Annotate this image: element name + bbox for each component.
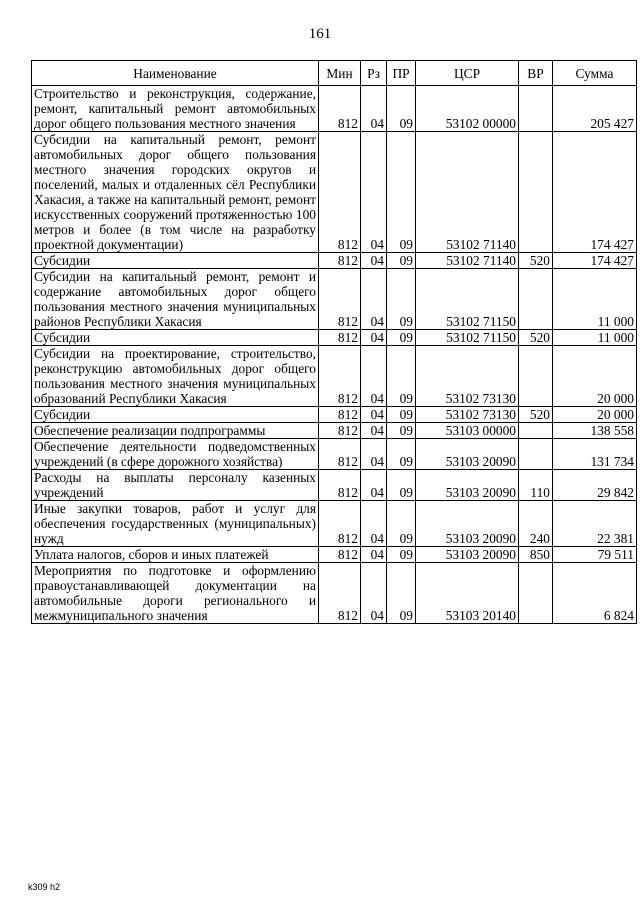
- header-sum: Сумма: [553, 61, 637, 86]
- table-row: [32, 346, 637, 407]
- row-sum: 22 381: [553, 501, 637, 547]
- row-min: 812: [319, 253, 361, 269]
- row-sum: 11 000: [553, 269, 637, 330]
- header-min: Мин: [319, 61, 361, 86]
- row-name: Субсидии: [32, 407, 319, 423]
- row-min: 812: [319, 547, 361, 563]
- row-name: Субсидии: [32, 330, 319, 346]
- header-row: [32, 61, 637, 86]
- row-pr: 09: [387, 132, 416, 253]
- row-csr: 53103 20090: [416, 470, 519, 501]
- row-min: 812: [319, 86, 361, 132]
- row-sum: 29 842: [553, 470, 637, 501]
- row-sum: 79 511: [553, 547, 637, 563]
- row-rz: 04: [361, 407, 387, 423]
- row-min: 812: [319, 269, 361, 330]
- row-name: Строительство и реконструкция, содержание, ремонт, капитальный ремонт автомобильных дорог общего пользования местного значения: [32, 86, 319, 132]
- table-row: [32, 269, 637, 330]
- row-sum: 20 000: [553, 346, 637, 407]
- row-pr: 09: [387, 330, 416, 346]
- row-sum: 6 824: [553, 563, 637, 624]
- row-pr: 09: [387, 563, 416, 624]
- table-row: [32, 563, 637, 624]
- row-vr: [519, 439, 553, 470]
- header-pr: ПР: [387, 61, 416, 86]
- row-name: Иные закупки товаров, работ и услуг для обеспечения государственных (муниципальных) нужд: [32, 501, 319, 547]
- row-csr: 53103 00000: [416, 423, 519, 439]
- row-sum: 205 427: [553, 86, 637, 132]
- table-row: [32, 330, 637, 346]
- row-pr: 09: [387, 423, 416, 439]
- row-pr: 09: [387, 470, 416, 501]
- row-sum: 174 427: [553, 132, 637, 253]
- row-pr: 09: [387, 501, 416, 547]
- row-rz: 04: [361, 423, 387, 439]
- row-csr: 53103 20090: [416, 439, 519, 470]
- row-vr: 110: [519, 470, 553, 501]
- row-min: 812: [319, 132, 361, 253]
- table-row: [32, 407, 637, 423]
- row-name: Субсидии на капитальный ремонт, ремонт автомобильных дорог общего пользования местного значения городских округов и поселений, малых и отдаленных сёл Республики Хакасия, а также на капитальный ремонт, ремонт искусственных сооружений протяженностью 100 метров и более (в том числе на разработку проектной документации): [32, 132, 319, 253]
- table-row: [32, 132, 637, 253]
- row-min: 812: [319, 501, 361, 547]
- row-name: Мероприятия по подготовке и оформлению правоустанавливающей документации на автомобильные дороги регионального и межмуниципального значения: [32, 563, 319, 624]
- row-sum: 11 000: [553, 330, 637, 346]
- row-vr: 240: [519, 501, 553, 547]
- row-vr: [519, 132, 553, 253]
- row-name: Обеспечение реализации подпрограммы: [32, 423, 319, 439]
- row-vr: 850: [519, 547, 553, 563]
- row-pr: 09: [387, 346, 416, 407]
- row-sum: 174 427: [553, 253, 637, 269]
- row-pr: 09: [387, 547, 416, 563]
- row-rz: 04: [361, 439, 387, 470]
- row-csr: 53103 20090: [416, 547, 519, 563]
- row-rz: 04: [361, 470, 387, 501]
- table-row: [32, 470, 637, 501]
- row-rz: 04: [361, 269, 387, 330]
- header-rz: Рз: [361, 61, 387, 86]
- row-pr: 09: [387, 253, 416, 269]
- row-csr: 53103 20090: [416, 501, 519, 547]
- row-csr: 53102 71140: [416, 132, 519, 253]
- row-rz: 04: [361, 86, 387, 132]
- budget-table: [31, 60, 637, 624]
- row-vr: [519, 563, 553, 624]
- row-name: Уплата налогов, сборов и иных платежей: [32, 547, 319, 563]
- row-sum: 20 000: [553, 407, 637, 423]
- header-name: Наименование: [32, 61, 319, 86]
- row-sum: 138 558: [553, 423, 637, 439]
- row-csr: 53102 71150: [416, 330, 519, 346]
- row-csr: 53102 73130: [416, 407, 519, 423]
- table-row: [32, 253, 637, 269]
- row-min: 812: [319, 407, 361, 423]
- row-name: Субсидии: [32, 253, 319, 269]
- table-row: [32, 501, 637, 547]
- row-csr: 53102 71150: [416, 269, 519, 330]
- row-min: 812: [319, 423, 361, 439]
- row-min: 812: [319, 330, 361, 346]
- row-rz: 04: [361, 547, 387, 563]
- row-csr: 53102 73130: [416, 346, 519, 407]
- row-csr: 53103 20140: [416, 563, 519, 624]
- row-name: Расходы на выплаты персоналу казенных учреждений: [32, 470, 319, 501]
- row-vr: [519, 346, 553, 407]
- row-name: Субсидии на проектирование, строительство, реконструкцию автомобильных дорог общего пользования местного значения муниципальных образований Республики Хакасия: [32, 346, 319, 407]
- row-min: 812: [319, 563, 361, 624]
- header-csr: ЦСР: [416, 61, 519, 86]
- table-row: [32, 547, 637, 563]
- row-vr: [519, 269, 553, 330]
- row-vr: 520: [519, 330, 553, 346]
- row-pr: 09: [387, 439, 416, 470]
- row-csr: 53102 00000: [416, 86, 519, 132]
- row-min: 812: [319, 470, 361, 501]
- row-rz: 04: [361, 330, 387, 346]
- table-row: [32, 86, 637, 132]
- row-pr: 09: [387, 269, 416, 330]
- page-number: 161: [308, 26, 332, 42]
- row-min: 812: [319, 439, 361, 470]
- row-sum: 131 734: [553, 439, 637, 470]
- row-name: Обеспечение деятельности подведомственных учреждений (в сфере дорожного хозяйства): [32, 439, 319, 470]
- row-rz: 04: [361, 501, 387, 547]
- row-pr: 09: [387, 407, 416, 423]
- row-rz: 04: [361, 253, 387, 269]
- row-vr: [519, 423, 553, 439]
- row-rz: 04: [361, 132, 387, 253]
- row-pr: 09: [387, 86, 416, 132]
- row-vr: [519, 86, 553, 132]
- row-rz: 04: [361, 563, 387, 624]
- row-rz: 04: [361, 346, 387, 407]
- row-csr: 53102 71140: [416, 253, 519, 269]
- row-vr: 520: [519, 253, 553, 269]
- row-vr: 520: [519, 407, 553, 423]
- table-row: [32, 439, 637, 470]
- footer-code: k309 h2: [28, 882, 61, 892]
- row-name: Субсидии на капитальный ремонт, ремонт и содержание автомобильных дорог общего пользования местного значения муниципальных районов Республики Хакасия: [32, 269, 319, 330]
- header-vr: ВР: [519, 61, 553, 86]
- table-row: [32, 423, 637, 439]
- row-min: 812: [319, 346, 361, 407]
